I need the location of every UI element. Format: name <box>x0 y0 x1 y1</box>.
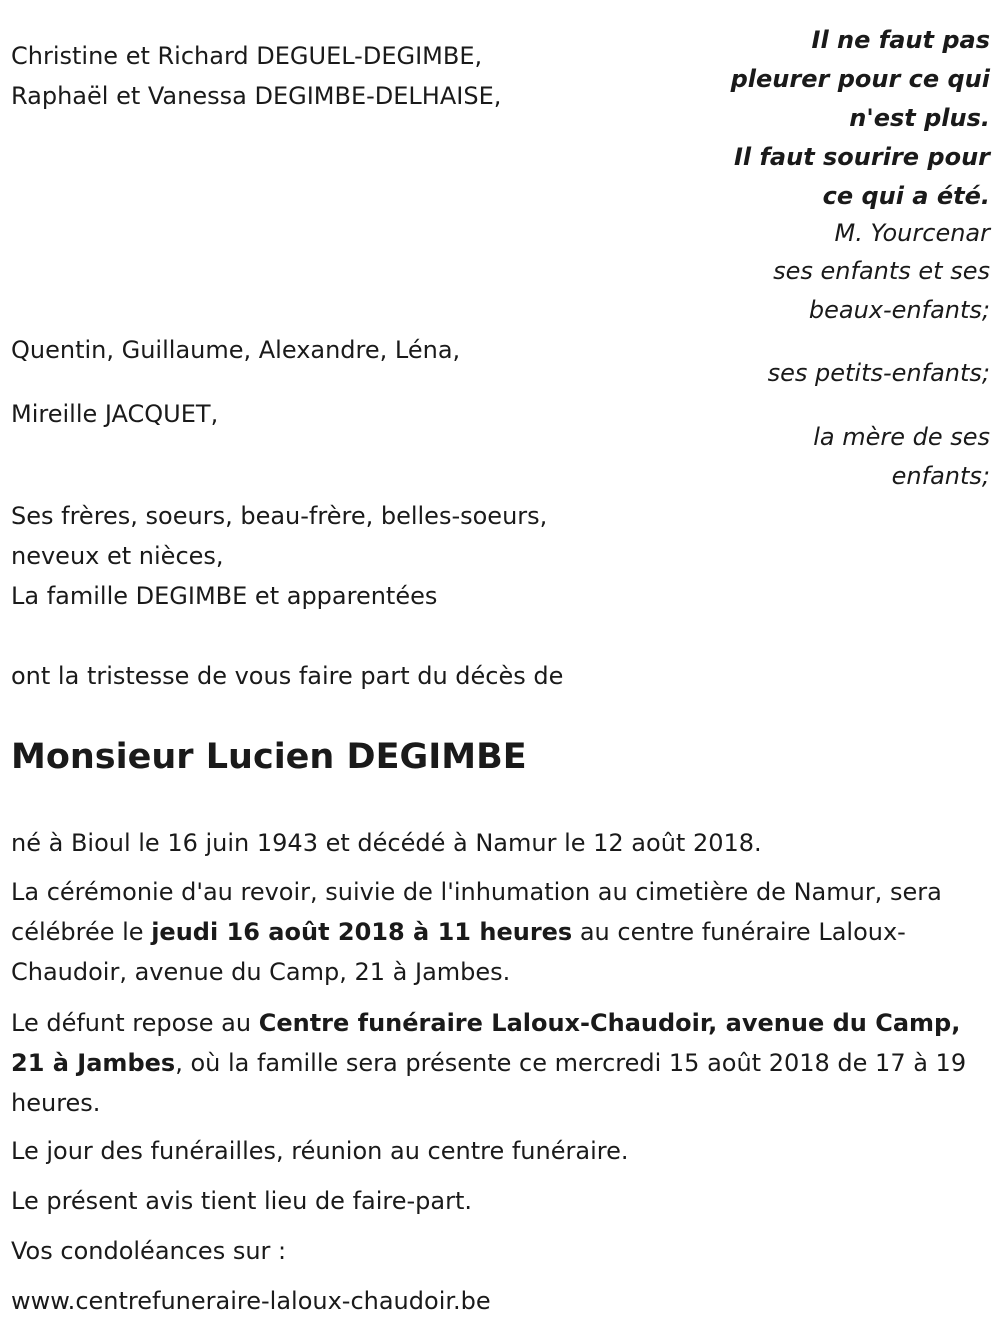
quote-line-3: n'est plus. <box>849 104 990 132</box>
family-siblings-1: Ses frères, soeurs, beau-frère, belles-soeurs, <box>11 502 548 530</box>
quote-line-2: pleurer pour ce qui <box>730 65 990 93</box>
relation-mother-2: enfants; <box>891 462 990 490</box>
family-mother: Mireille JACQUET, <box>11 400 219 428</box>
repose-text-2: , où la famille sera présente ce mercredi 15 août 2018 de 17 à 19 heures. <box>11 1049 967 1117</box>
ceremony-paragraph <box>11 872 986 992</box>
family-line-2: Raphaël et Vanessa DEGIMBE-DELHAISE, <box>11 82 502 110</box>
born-died: né à Bioul le 16 juin 1943 et décédé à Namur le 12 août 2018. <box>11 829 762 857</box>
ceremony-text-1: La cérémonie d'au revoir, suivie de l'inhumation au cimetière de Namur, sera célébrée le <box>11 878 942 946</box>
relation-children-1: ses enfants et ses <box>773 257 990 285</box>
family-siblings-2: neveux et nièces, <box>11 542 224 570</box>
notice: Le présent avis tient lieu de faire-part. <box>11 1187 473 1215</box>
website-link[interactable]: www.centrefuneraire-laloux-chaudoir.be <box>11 1287 491 1315</box>
family-line-1: Christine et Richard DEGUEL-DEGIMBE, <box>11 42 483 70</box>
ceremony-date: jeudi 16 août 2018 à 11 heures <box>151 918 573 946</box>
family-grandchildren: Quentin, Guillaume, Alexandre, Léna, <box>11 336 461 364</box>
funeral-day: Le jour des funérailles, réunion au centre funéraire. <box>11 1137 629 1165</box>
repose-location: Centre funéraire Laloux-Chaudoir, avenue du Camp, 21 à Jambes <box>11 1009 961 1077</box>
repose-text-1: Le défunt repose au <box>11 1009 259 1037</box>
relation-grandchildren: ses petits-enfants; <box>767 359 990 387</box>
repose-paragraph <box>11 1003 986 1123</box>
quote-line-1: Il ne faut pas <box>811 26 990 54</box>
family-siblings-3: La famille DEGIMBE et apparentées <box>11 582 438 610</box>
announcement: ont la tristesse de vous faire part du décès de <box>11 662 564 690</box>
deceased-name: Monsieur Lucien DEGIMBE <box>11 737 527 777</box>
relation-children-2: beaux-enfants; <box>808 296 990 324</box>
quote-author: M. Yourcenar <box>834 219 990 247</box>
quote-line-4: Il faut sourire pour <box>733 143 990 171</box>
ceremony-text-2: au centre funéraire Laloux-Chaudoir, avenue du Camp, 21 à Jambes. <box>11 918 906 986</box>
quote-line-5: ce qui a été. <box>822 182 990 210</box>
condolences-label: Vos condoléances sur : <box>11 1237 287 1265</box>
relation-mother-1: la mère de ses <box>813 423 990 451</box>
